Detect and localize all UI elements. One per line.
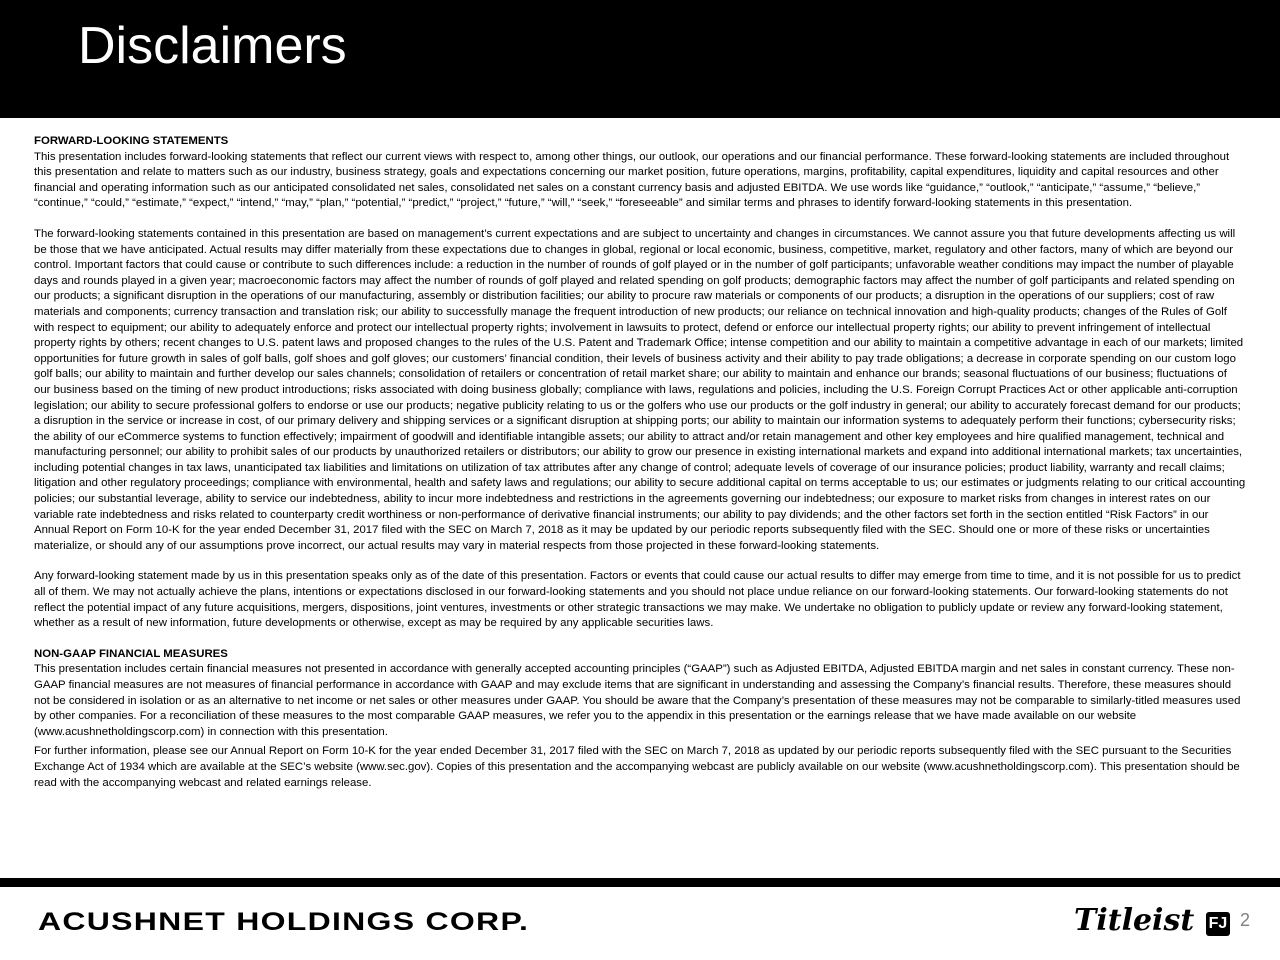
title-bar bbox=[0, 0, 1280, 118]
non-gaap-heading: NON-GAAP FINANCIAL MEASURES bbox=[34, 647, 228, 660]
non-gaap-paragraph-2: For further information, please see our Annual Report on Form 10-K for the year ended December 31, 2017 filed with the SEC on March 7, 2018 as updated by our periodic reports subsequently filed with the SEC pursuant to the Securities Exchange Act of 1934 which are available at the SEC’s website (www.sec.gov). Copies of this presentation and the accompanying webcast are publicly available on our website (www.acushnetholdingscorp.com). This presentation should be read with the accompanying webcast and related earnings release. bbox=[34, 745, 1240, 789]
fj-logo: FJ bbox=[1206, 912, 1230, 936]
forward-looking-paragraph-3: Any forward-looking statement made by us in this presentation speaks only as of the date of this presentation. Factors or events that could cause our actual results to differ may emerge from time to time, and it is not possible for us to predict all of them. We may not actually achieve the plans, intentions or expectations disclosed in our forward-looking statements and you should not place undue reliance on our forward-looking statements. Our forward-looking statements do not reflect the potential impact of any future acquisitions, mergers, dispositions, joint ventures, investments or other strategic transactions we may make. We undertake no obligation to publicly update or review any forward-looking statement, whether as a result of new information, future developments or otherwise, except as may be required by any applicable securities laws. bbox=[34, 570, 1241, 630]
titleist-logo: Titleist bbox=[1074, 903, 1195, 938]
disclaimer-content bbox=[34, 134, 1246, 791]
non-gaap-paragraph-1: This presentation includes certain financial measures not presented in accordance with generally accepted accounting principles (“GAAP”) such as Adjusted EBITDA, Adjusted EBITDA margin and net sales in constant currency. These non-GAAP financial measures are not measures of financial performance in accordance with GAAP and may exclude items that are significant in understanding and assessing the Company’s financial results. Therefore, these measures should not be considered in isolation or as an alternative to net income or net sales or other measures under GAAP. You should be aware that the Company’s presentation of these measures may not be comparable to similarly-titled measures used by other companies. For a reconciliation of these measures to the most comparable GAAP measures, we refer you to the appendix in this presentation or the earnings release that we have made available on our website (www.acushnetholdingscorp.com) in connection with this presentation. bbox=[34, 663, 1241, 738]
forward-looking-paragraph-1: This presentation includes forward-looking statements that reflect our current views with respect to, among other things, our outlook, our operations and our financial performance. These forward-looking statements are included throughout this presentation and relate to matters such as our industry, business strategy, goals and expectations concerning our market position, future operations, margins, profitability, capital expenditures, liquidity and capital resources and other financial and operating information such as our anticipated consolidated net sales, consolidated net sales on a constant currency basis and adjusted EBITDA. We use words like “guidance,” “outlook,” “anticipate,” “assume,” “believe,” “continue,” “could,” “estimate,” “expect,” “intend,” “may,” “plan,” “potential,” “predict,” “project,” “future,” “will,” “seek,” “foreseeable” and similar terms and phrases to identify forward-looking statements in this presentation. bbox=[34, 150, 1230, 210]
forward-looking-heading: FORWARD-LOOKING STATEMENTS bbox=[34, 135, 229, 147]
footer-divider bbox=[0, 878, 1280, 887]
acushnet-logo: ACUSHNET HOLDINGS CORP. bbox=[38, 908, 530, 936]
page-title: Disclaimers bbox=[78, 17, 347, 75]
page-number: 2 bbox=[1240, 910, 1251, 930]
forward-looking-paragraph-2: The forward-looking statements contained in this presentation are based on management’s current expectations and are subject to uncertainty and changes in circumstances. We cannot assure you that future developments affecting us will be those that we have anticipated. Actual results may differ materially from these expectations due to changes in global, regional or local economic, business, competitive, market, regulatory and other factors, many of which are beyond our control. Important factors that could cause or contribute to such differences include: a reduction in the number of rounds of golf played or in the number of golf participants; unfavorable weather conditions may impact the number of playable days and rounds played in a given year; macroeconomic factors may affect the number of rounds of golf played and related spending on golf products; demographic factors may affect the number of golf participants and related spending on our products; a significant disruption in the operations of our manufacturing, assembly or distribution facilities; our ability to procure raw materials or components of our products; a disruption in the operations of our suppliers; cost of raw materials and components; currency transaction and translation risk; our ability to successfully manage the frequent introduction of new products; our reliance on technical innovation and high-quality products; changes of the Rules of Golf with respect to equipment; our ability to adequately enforce and protect our intellectual property rights; involvement in lawsuits to protect, defend or enforce our intellectual property rights; our ability to prevent infringement of intellectual property rights by others; recent changes to U.S. patent laws and proposed changes to the rules of the U.S. Patent and Trademark Office; intense competition and our ability to maintain a competitive advantage in each of our markets; limited opportunities for future growth in sales of golf balls, golf shoes and golf gloves; our customers’ financial condition, their levels of business activity and their ability to pay trade obligations; a decrease in corporate spending on our custom logo golf balls; our ability to maintain and further develop our sales channels; consolidation of retailers or concentration of retail market share; our ability to maintain and enhance our brands; seasonal fluctuations of our business; fluctuations of our business based on the timing of new product introductions; risks associated with doing business globally; compliance with laws, regulations and policies, including the U.S. Foreign Corrupt Practices Act or other applicable anti-corruption legislation; our ability to secure professional golfers to endorse or use our products; negative publicity relating to us or the golfers who use our products or the golf industry in general; our ability to accurately forecast demand for our products; a disruption in the service or increase in cost, of our primary delivery and shipping services or a significant disruption at shipping ports; our ability to maintain our information systems to adequately perform their functions; cybersecurity risks; the ability of our eCommerce systems to function effectively; impairment of goodwill and identifiable intangible assets; our ability to attract and/or retain management and other key employees and hire qualified management, technical and manufacturing personnel; our ability to prohibit sales of our products by unauthorized retailers or distributors; our ability to grow our presence in existing international markets and expand into additional international markets; tax uncertainties, including potential changes in tax laws, unanticipated tax liabilities and limitations on utilization of tax attributes after any change of control; adequate levels of coverage of our insurance policies; product liability, warranty and recall claims; litigation and other regulatory proceedings; compliance with environmental, health and safety laws and regulations; our ability to secure additional capital on terms acceptable to us; our estimates or judgments relating to our critical accounting policies; our substantial leverage, ability to service our indebtedness, ability to incur more indebtedness and restrictions in the agreements governing our indebtedness; our exposure to market risks from changes in interest rates on our variable rate indebtedness and risks related to counterparty credit worthiness or non-performance of derivative financial instruments; our ability to pay dividends; and the other factors set forth in the section entitled “Risk Factors” in our Annual Report on Form 10-K for the year ended December 31, 2017 filed with the SEC on March 7, 2018 as it may be updated by our periodic reports subsequently filed with the SEC. Should one or more of these risks or uncertainties materialize, or should any of our assumptions prove incorrect, our actual results may vary in material respects from those projected in these forward-looking statements. bbox=[34, 227, 1246, 552]
